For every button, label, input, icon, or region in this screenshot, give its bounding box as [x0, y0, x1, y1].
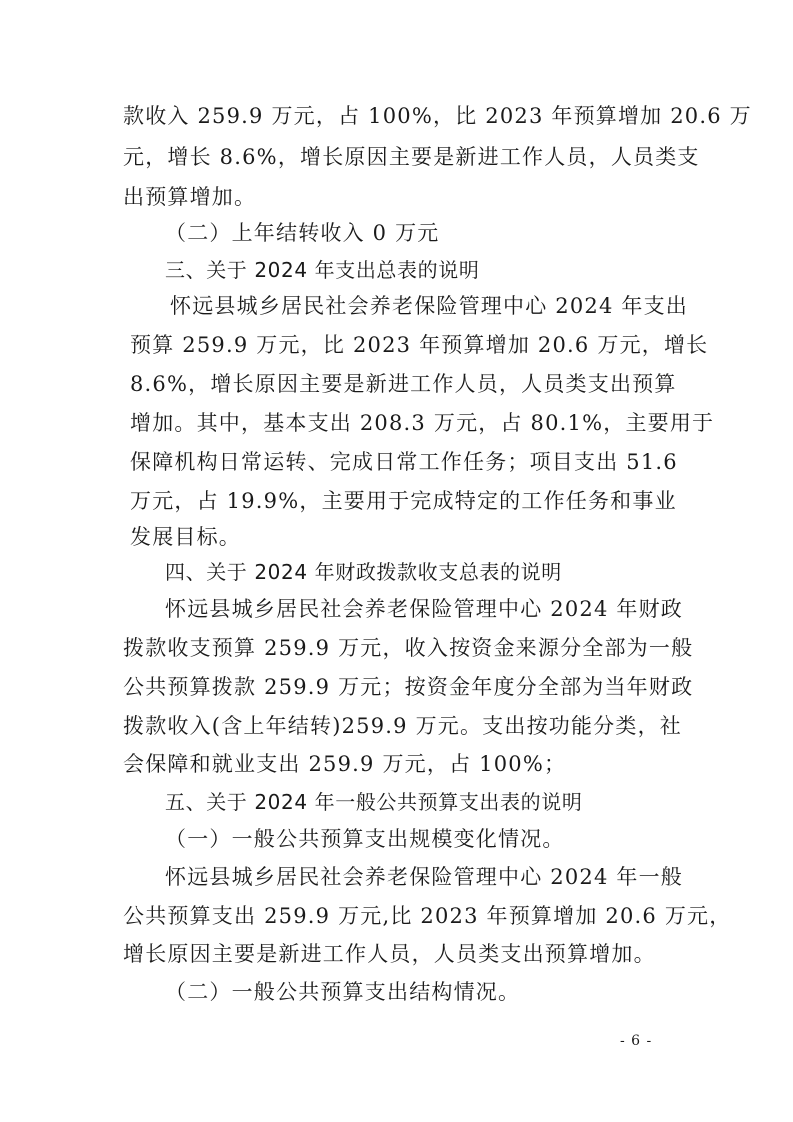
text-line: （一）一般公共预算支出规模变化情况。: [165, 827, 565, 851]
text-line: 发展目标。: [130, 525, 241, 549]
section-heading: 五、关于 2024 年一般公共预算支出表的说明: [165, 790, 583, 814]
text-line: 公共预算拨款 259.9 万元；按资金年度分全部为当年财政: [123, 675, 694, 699]
text-line: 出预算增加。: [123, 185, 257, 209]
text-line: 拨款收支预算 259.9 万元，收入按资金来源分全部为一般: [123, 636, 694, 660]
text-line: （二）上年结转收入 0 万元: [165, 221, 440, 245]
text-line: 拨款收入(含上年结转)259.9 万元。支出按功能分类，社: [123, 714, 682, 738]
page-number: - 6 -: [620, 1033, 653, 1049]
text-line: 公共预算支出 259.9 万元,比 2023 年预算增加 20.6 万元，: [123, 904, 732, 928]
text-line: 万元，占 19.9%，主要用于完成特定的工作任务和事业: [130, 489, 677, 513]
text-line: 保障机构日常运转、完成日常工作任务；项目支出 51.6: [130, 450, 678, 474]
section-heading: 四、关于 2024 年财政拨款收支总表的说明: [165, 560, 562, 584]
text-line: （二）一般公共预算支出结构情况。: [165, 980, 521, 1004]
text-line: 预算 259.9 万元，比 2023 年预算增加 20.6 万元，增长: [130, 333, 709, 357]
text-line: 怀远县城乡居民社会养老保险管理中心 2024 年支出: [170, 294, 688, 318]
text-line: 元，增长 8.6%，增长原因主要是新进工作人员，人员类支: [123, 145, 700, 169]
text-line: 增加。其中，基本支出 208.3 万元，占 80.1%，主要用于: [130, 411, 715, 435]
section-heading: 三、关于 2024 年支出总表的说明: [165, 258, 480, 282]
text-line: 怀远县城乡居民社会养老保险管理中心 2024 年一般: [165, 865, 683, 889]
text-line: 增长原因主要是新进工作人员，人员类支出预算增加。: [123, 942, 656, 966]
text-line: 款收入 259.9 万元，占 100%，比 2023 年预算增加 20.6 万: [123, 104, 752, 128]
text-line: 会保障和就业支出 259.9 万元，占 100%；: [123, 752, 567, 776]
text-line: 8.6%，增长原因主要是新进工作人员，人员类支出预算: [130, 372, 677, 396]
text-line: 怀远县城乡居民社会养老保险管理中心 2024 年财政: [165, 597, 683, 621]
